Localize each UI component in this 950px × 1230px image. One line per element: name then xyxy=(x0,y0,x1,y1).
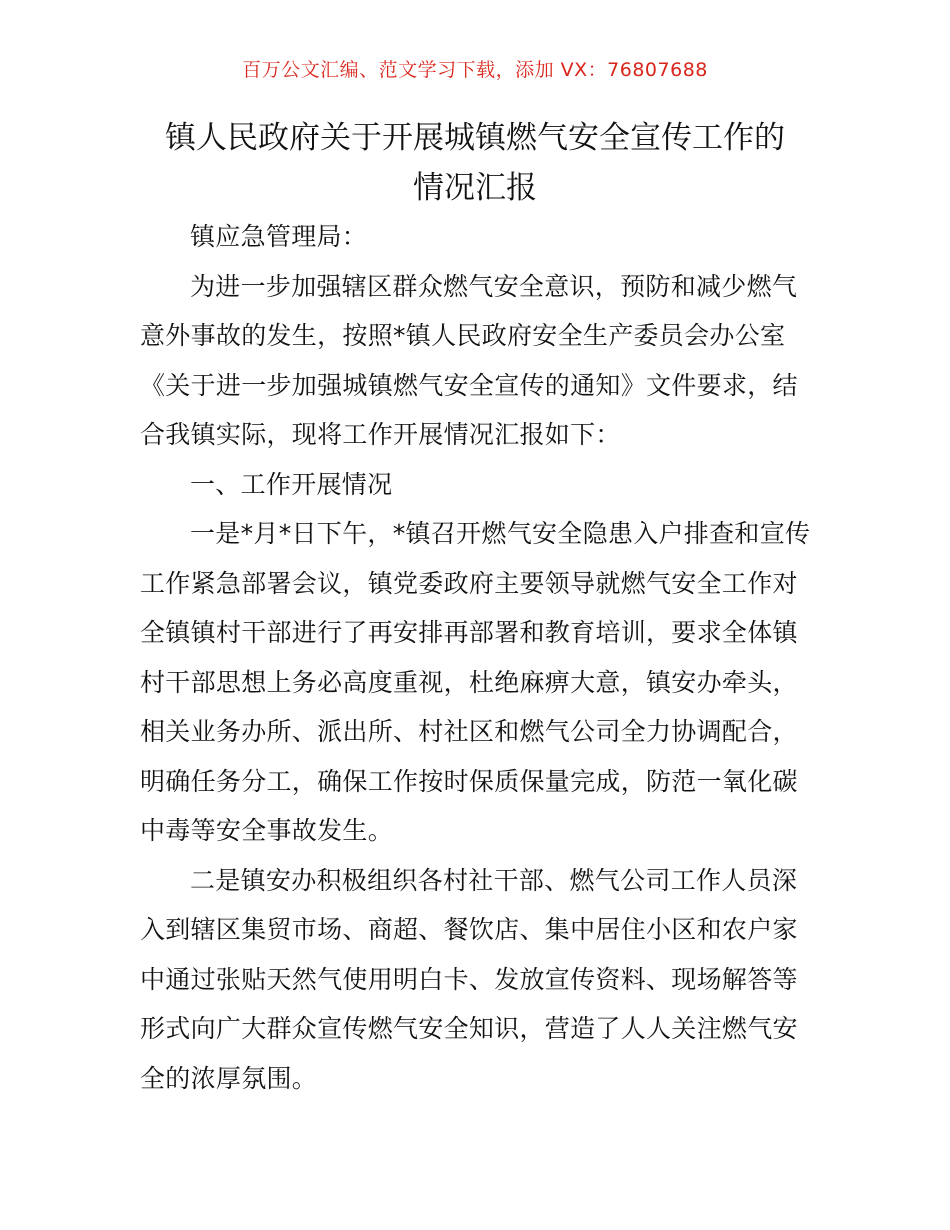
document-body xyxy=(140,212,812,1103)
document-title xyxy=(120,113,830,213)
salutation: 镇应急管理局： xyxy=(190,222,368,251)
title-line-1: 镇人民政府关于开展城镇燃气安全宣传工作的 xyxy=(165,120,785,156)
paragraph-first-item: 一是*月*日下午，*镇召开燃气安全隐患入户排查和宣传工作紧急部署会议，镇党委政府主要领导就燃气安全工作对全镇镇村干部进行了再安排再部署和教育培训，要求全体镇村干部思想上务必高度重视，杜绝麻痹大意，镇安办牵头，相关业务办所、派出所、村社区和燃气公司全力协调配合，明确任务分工，确保工作按时保质保量完成，防范一氧化碳中毒等安全事故发生。 xyxy=(140,519,811,845)
title-line-2: 情况汇报 xyxy=(413,170,537,206)
section-heading: 一、工作开展情况 xyxy=(190,469,393,499)
header-watermark: 百万公文汇编、范文学习下载，添加 VX：76807688 xyxy=(242,59,708,81)
paragraph-second-item: 二是镇安办积极组织各村社干部、燃气公司工作人员深入到辖区集贸市场、商超、餐饮店、集中居住小区和农户家中通过张贴天然气使用明白卡、发放宣传资料、现场解答等形式向广大群众宣传燃气安全知识，营造了人人关注燃气安全的浓厚氛围。 xyxy=(140,865,798,1093)
paragraph-intro: 为进一步加强辖区群众燃气安全意识，预防和减少燃气意外事故的发生，按照*镇人民政府安全生产委员会办公室《关于进一步加强城镇燃气安全宣传的通知》文件要求，结合我镇实际，现将工作开展情况汇报如下： xyxy=(140,271,798,449)
